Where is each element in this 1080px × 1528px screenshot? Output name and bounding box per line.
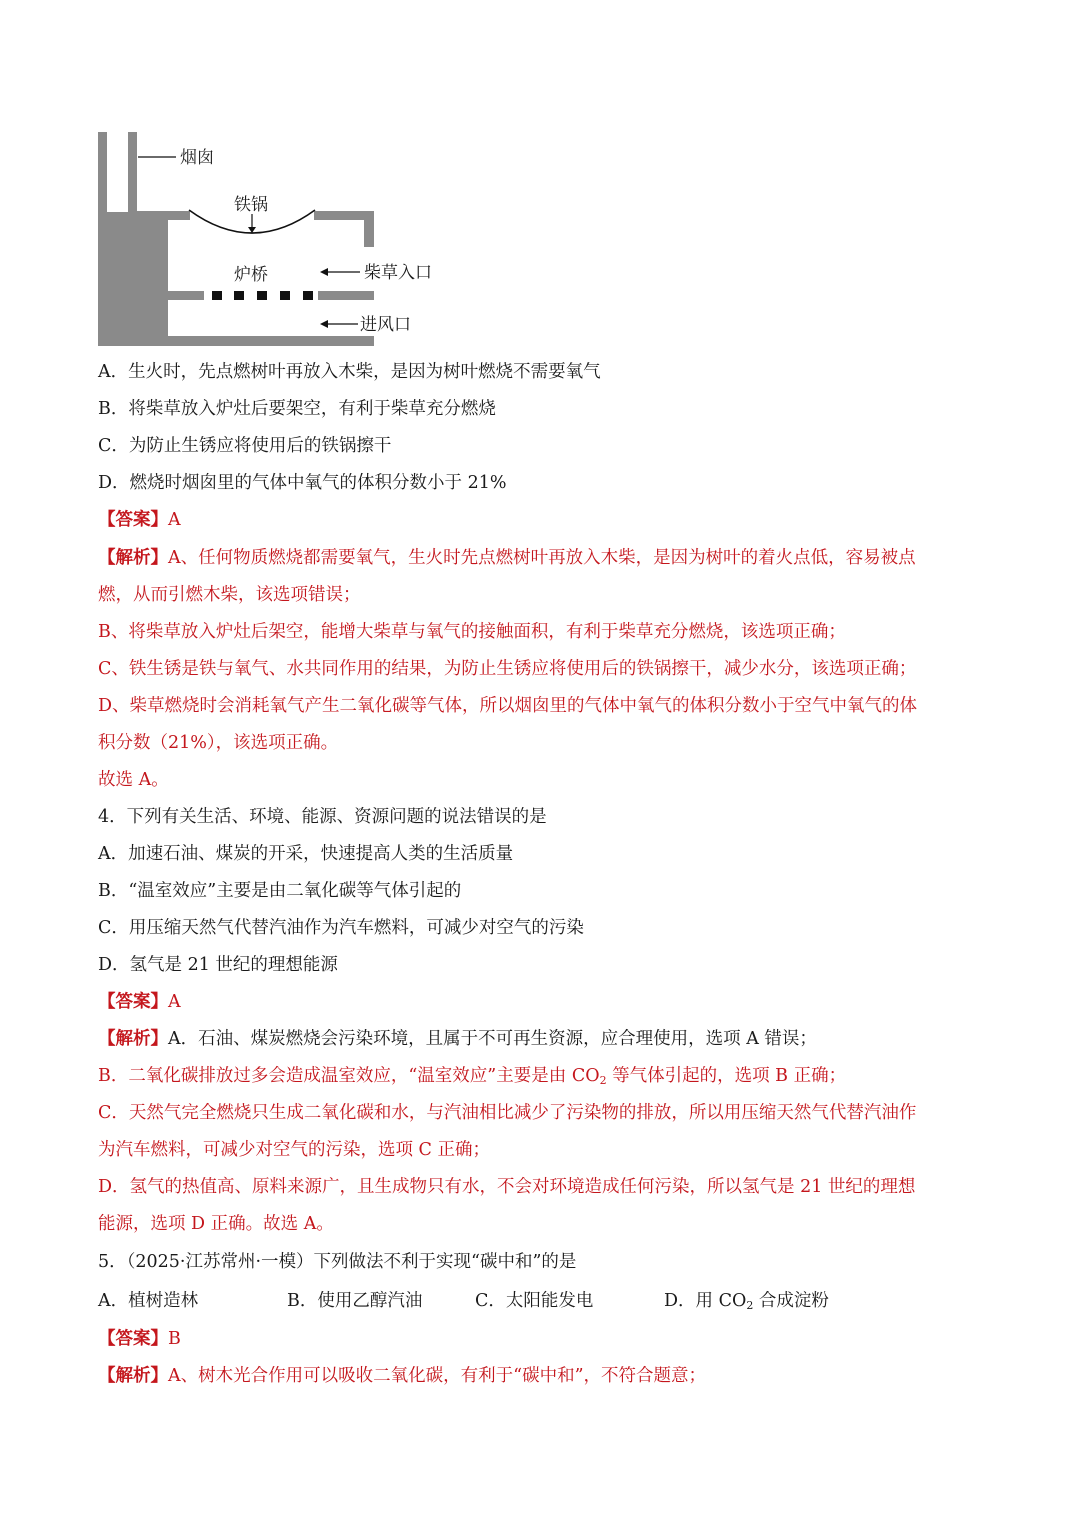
- q4-option-d: D．氢气是 21 世纪的理想能源: [98, 955, 338, 975]
- grate-square: [303, 291, 313, 300]
- stove-diagram: [96, 128, 456, 350]
- q4-analysis-line-4: 为汽车燃料，可减少对空气的污染，选项 C 正确；: [98, 1140, 491, 1160]
- q4-option-a: A．加速石油、煤炭的开采，快速提高人类的生活质量: [98, 844, 514, 864]
- q3-option-b: B．将柴草放入炉灶后要架空，有利于柴草充分燃烧: [98, 399, 496, 419]
- answer-label: 【答案】: [98, 510, 168, 530]
- q5-option-b: B．使用乙醇汽油: [287, 1291, 423, 1311]
- q5-option-c: C．太阳能发电: [475, 1291, 594, 1311]
- label-furnace-bridge: 炉桥: [234, 265, 268, 285]
- grate-square: [234, 291, 244, 300]
- label-iron-pot: 铁锅: [234, 195, 268, 215]
- option-text: 合成淀粉: [753, 1291, 829, 1311]
- q4-stem: 4．下列有关生活、环境、能源、资源问题的说法错误的是: [98, 807, 547, 827]
- stove-body: [98, 212, 168, 346]
- analysis-text: A．石油、煤炭燃烧会污染环境，且属于不可再生资源，应合理使用，选项 A 错误；: [168, 1029, 817, 1049]
- subscript: 2: [599, 1074, 607, 1087]
- q3-analysis-line-3: B、将柴草放入炉灶后架空，能增大柴草与氧气的接触面积，有利于柴草充分燃烧，该选项正确；: [98, 622, 846, 642]
- q3-conclusion: 故选 A。: [98, 770, 169, 790]
- grate-square: [212, 291, 222, 300]
- analysis-label: 【解析】: [98, 1366, 168, 1386]
- q4-option-c: C．用压缩天然气代替汽油作为汽车燃料，可减少对空气的污染: [98, 918, 584, 938]
- label-air-inlet: 进风口: [360, 315, 411, 335]
- answer-label: 【答案】: [98, 992, 168, 1012]
- q4-analysis-line-2: [98, 1063, 998, 1094]
- q4-analysis-line-3: C．天然气完全燃烧只生成二氧化碳和水，与汽油相比减少了污染物的排放，所以用压缩天然气代替汽油作: [98, 1103, 917, 1123]
- q3-analysis-line-2: 燃，从而引燃木柴，该选项错误；: [98, 585, 361, 605]
- q4-analysis-line-1: [98, 1026, 998, 1052]
- analysis-label: 【解析】: [98, 1029, 168, 1049]
- chimney-wall-left: [98, 132, 107, 212]
- stove-front-wall: [364, 211, 374, 247]
- q4-option-b: B．“温室效应”主要是由二氧化碳等气体引起的: [98, 881, 462, 901]
- analysis-text: A、任何物质燃烧都需要氧气，生火时先点燃树叶再放入木柴，是因为树叶的着火点低，容易被点: [168, 548, 916, 568]
- q4-analysis-line-5: D．氢气的热值高、原料来源广，且生成物只有水，不会对环境造成任何污染，所以氢气是 21 世纪的理想: [98, 1177, 916, 1197]
- q4-analysis-line-6: 能源，选项 D 正确。故选 A。: [98, 1214, 334, 1234]
- q5-option-a: A．植树造林: [98, 1291, 199, 1311]
- label-chimney: 烟囱: [180, 148, 214, 168]
- q3-analysis-line-4: C、铁生锈是铁与氧气、水共同作用的结果，为防止生锈应将使用后的铁锅擦干，减少水分，该选项正确；: [98, 659, 917, 679]
- stove-bottom: [168, 336, 374, 346]
- q3-answer: [98, 507, 998, 533]
- analysis-text: A、树木光合作用可以吸收二氧化碳，有利于“碳中和”，不符合题意；: [168, 1366, 707, 1386]
- answer-label: 【答案】: [98, 1329, 168, 1349]
- answer-value: A: [168, 510, 181, 530]
- q3-analysis-line-5: D、柴草燃烧时会消耗氧气产生二氧化碳等气体，所以烟囱里的气体中氧气的体积分数小于空气中氧气的体: [98, 696, 918, 716]
- q5-answer: [98, 1326, 998, 1352]
- grate-square: [280, 291, 290, 300]
- bridge-bar-left: [168, 291, 204, 300]
- q3-option-c: C．为防止生锈应将使用后的铁锅擦干: [98, 436, 392, 456]
- q5-option-d: [664, 1288, 829, 1319]
- q5-stem: 5．（2025·江苏常州·一模）下列做法不利于实现“碳中和”的是: [98, 1252, 577, 1272]
- bridge-bar-right: [318, 291, 374, 300]
- q4-answer: [98, 989, 998, 1015]
- analysis-text: 等气体引起的，选项 B 正确；: [606, 1066, 847, 1086]
- q3-analysis-line-6: 积分数（21%），该选项正确。: [98, 733, 339, 753]
- analysis-label: 【解析】: [98, 548, 168, 568]
- q3-analysis-line-1: [98, 545, 998, 571]
- chimney-wall-inner: [128, 132, 137, 220]
- option-text: D．用 CO: [664, 1291, 747, 1311]
- answer-value: B: [168, 1329, 181, 1349]
- q3-option-d: D．燃烧时烟囱里的气体中氧气的体积分数小于 21%: [98, 473, 507, 493]
- q3-option-a: A．生火时，先点燃树叶再放入木柴，是因为树叶燃烧不需要氧气: [98, 362, 601, 382]
- label-firewood-inlet: 柴草入口: [364, 263, 432, 283]
- analysis-text: B．二氧化碳排放过多会造成温室效应，“温室效应”主要是由 CO: [98, 1066, 600, 1086]
- subscript: 2: [746, 1299, 754, 1312]
- answer-value: A: [168, 992, 181, 1012]
- grate-square: [257, 291, 267, 300]
- q5-analysis-line-1: [98, 1363, 998, 1389]
